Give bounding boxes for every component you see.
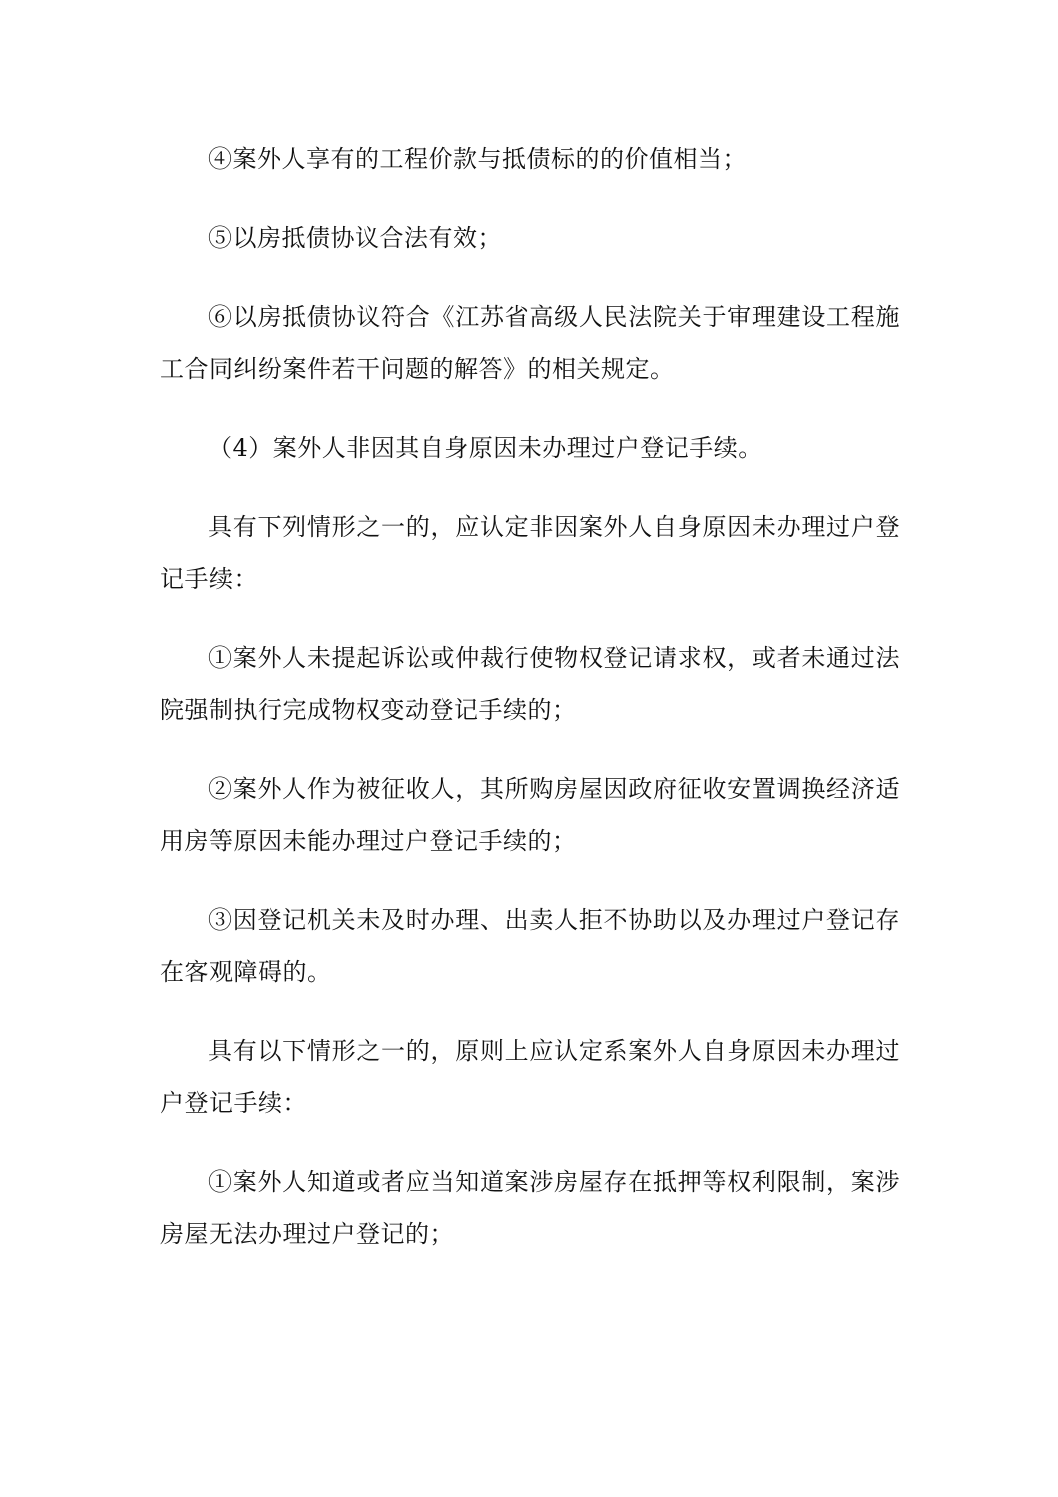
paragraph-item-6: ⑥以房抵债协议符合《江苏省高级人民法院关于审理建设工程施工合同纠纷案件若干问题的解答》的相关规定。: [160, 303, 900, 383]
paragraph-self-item-1: ①案外人知道或者应当知道案涉房屋存在抵押等权利限制，案涉房屋无法办理过户登记的；: [160, 1168, 900, 1248]
paragraph-item-4: ④案外人享有的工程价款与抵债标的的价值相当；: [208, 145, 747, 173]
paragraph-self-cause-intro: 具有以下情形之一的，原则上应认定系案外人自身原因未办理过户登记手续：: [160, 1037, 900, 1117]
document-body: [160, 133, 900, 1287]
paragraph-non-self-item-2: ②案外人作为被征收人，其所购房屋因政府征收安置调换经济适用房等原因未能办理过户登记手续的；: [160, 775, 900, 855]
paragraph-item-5: ⑤以房抵债协议合法有效；: [208, 224, 502, 252]
paragraph-non-self-cause-intro: 具有下列情形之一的，应认定非因案外人自身原因未办理过户登记手续：: [160, 513, 900, 593]
section-heading-4: （4）案外人非因其自身原因未办理过户登记手续。: [208, 434, 763, 462]
paragraph-non-self-item-3: ③因登记机关未及时办理、出卖人拒不协助以及办理过户登记存在客观障碍的。: [160, 906, 900, 986]
paragraph-non-self-item-1: ①案外人未提起诉讼或仲裁行使物权登记请求权，或者未通过法院强制执行完成物权变动登记手续的；: [160, 644, 900, 724]
